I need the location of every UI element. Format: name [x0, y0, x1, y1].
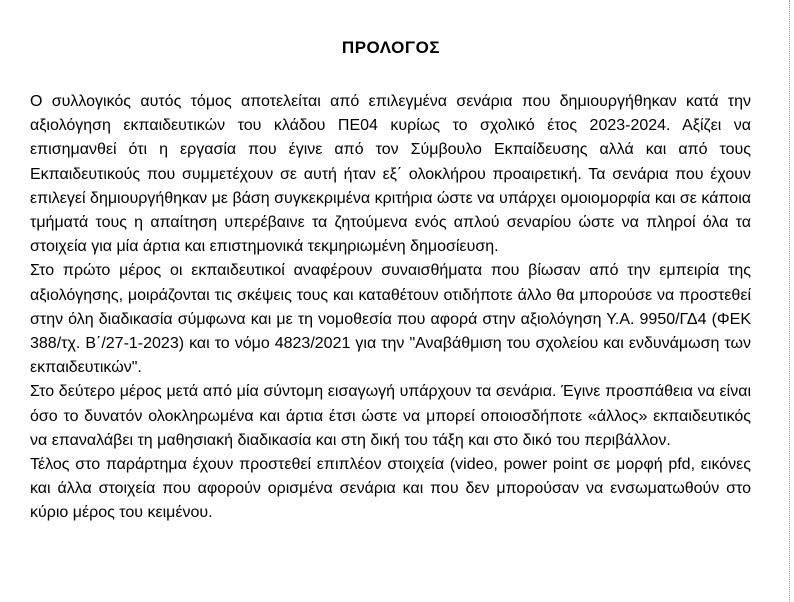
paragraph-appendix: Τέλος στο παράρτημα έχουν προστεθεί επιπλέον στοιχεία (video, power point σε μορφή pfd, εικόνες και άλλα στοιχεία που αφορούν ορισμένα σενάρια και που δεν μπορούσαν να ενσωματωθούν στο κύριο μέρος του κειμένου. [30, 456, 751, 522]
paragraph-part-one: Στο πρώτο μέρος οι εκπαιδευτικοί αναφέρουν συναισθήματα που βίωσαν από την εμπειρία της αξιολόγησης, μοιράζονται τις σκέψεις τους και καταθέτουν οτιδήποτε άλλο θα μπορούσε να προστεθεί στην όλη διαδικασία σύμφωνα και με τη νομοθεσία που αφορά στην αξιολόγηση Υ.Α. 9950/ΓΔ4 (ΦΕΚ 388/τχ. Β΄/27-1-2023) και το νόμο 4823/2021 για την "Αναβάθμιση του σχολείου και ενδυνάμωση των εκπαιδευτικών". [30, 262, 751, 377]
page-border-right [789, 0, 790, 602]
document-body [30, 90, 751, 526]
paragraph-intro: Ο συλλογικός αυτός τόμος αποτελείται από επιλεγμένα σενάρια που δημιουργήθηκαν κατά την αξιολόγηση εκπαιδευτικών του κλάδου ΠΕ04 κυρίως το σχολικό έτος 2023-2024. Αξίζει να επισημανθεί ότι η εργασία που έγινε από τον Σύμβουλο Εκπαίδευσης αλλά και από τους Εκπαιδευτικούς που συμμετέχουν σε αυτή ήταν εξ΄ ολοκλήρου προαιρετική. Τα σενάρια που έχουν επιλεγεί δημιουργήθηκαν με βάση συγκεκριμένα κριτήρια ώστε να υπάρχει ομοιομορφία και σε κάποια τμήματά τους η απαίτηση υπερέβαινε τα ζητούμενα ενός απλού σεναρίου ώστε να πληροί όλα τα στοιχεία για μία άρτια και επιστημονικά τεκμηριωμένη δημοσίευση. [30, 93, 751, 256]
paragraph-part-two: Στο δεύτερο μέρος μετά από μία σύντομη εισαγωγή υπάρχουν τα σενάρια. Έγινε προσπάθεια να είναι όσο το δυνατόν ολοκληρωμένα και άρτια έτσι ώστε να μπορεί οποιοσδήποτε «άλλος» εκπαιδευτικός να επαναλάβει τη μαθησιακή διαδικασία και στη δική του τάξη και στο δικό του περιβάλλον. [30, 383, 751, 449]
page-title: ΠΡΟΛΟΓΟΣ [341, 38, 441, 57]
